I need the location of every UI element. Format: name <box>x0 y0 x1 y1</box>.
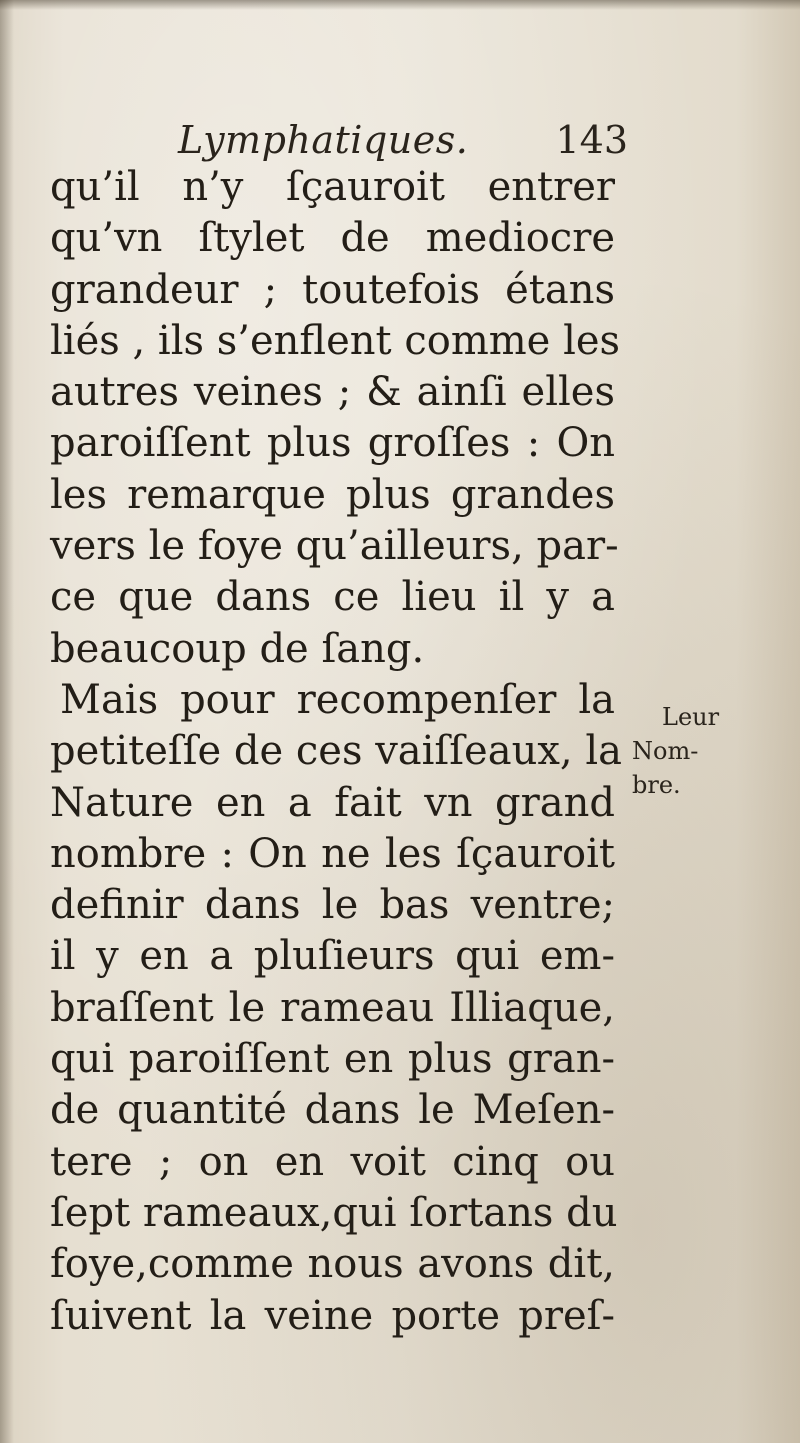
text-line: liés , ils s’enflent comme les <box>50 317 621 364</box>
page-number: 143 <box>555 118 628 162</box>
text-line: tere ; on en voit cinq ou <box>50 1138 615 1185</box>
text-line: braſſent le rameau Illiaque, <box>50 984 615 1031</box>
text-line: les remarque plus grandes <box>50 471 615 518</box>
text-line: Mais pour recompenſer la <box>60 676 615 723</box>
text-line: de quantité dans le Meſen- <box>50 1087 615 1134</box>
marginal-note-line: Leur <box>662 703 720 731</box>
body-text <box>50 162 622 1342</box>
text-line: qu’vn ſtylet de mediocre <box>50 215 615 262</box>
text-line: foye,comme nous avons dit, <box>50 1241 615 1288</box>
text-line: vers le foye qu’ailleurs, par- <box>50 523 619 570</box>
text-line: nombre : On ne les ſçauroit <box>50 830 615 877</box>
running-title: Lymphatiques. <box>178 118 469 162</box>
text-line: grandeur ; toutefois étans <box>50 266 615 313</box>
marginal-note <box>632 700 732 802</box>
text-line: ce que dans ce lieu il y a <box>50 574 615 621</box>
text-line: beaucoup de ſang. <box>50 625 425 672</box>
text-line: Nature en a fait vn grand <box>50 779 615 826</box>
text-line: paroiſſent plus groſſes : On <box>50 420 615 467</box>
text-line: definir dans le bas ventre; <box>50 882 615 929</box>
text-line: autres veines ; & ainſi elles <box>50 369 615 416</box>
text-line: il y en a pluſieurs qui em- <box>50 933 615 980</box>
text-line: ſuivent la veine porte preſ- <box>50 1292 615 1339</box>
text-line: petiteſſe de ces vaiſſeaux, la <box>50 728 622 775</box>
marginal-note-line: Nom- <box>632 737 699 765</box>
text-line: qu’il n’y ſçauroit entrer <box>50 164 615 210</box>
text-line: ſept rameaux,qui ſortans du <box>50 1189 618 1236</box>
text-line: qui paroiſſent en plus gran- <box>50 1036 615 1083</box>
marginal-note-line: bre. <box>632 771 681 799</box>
